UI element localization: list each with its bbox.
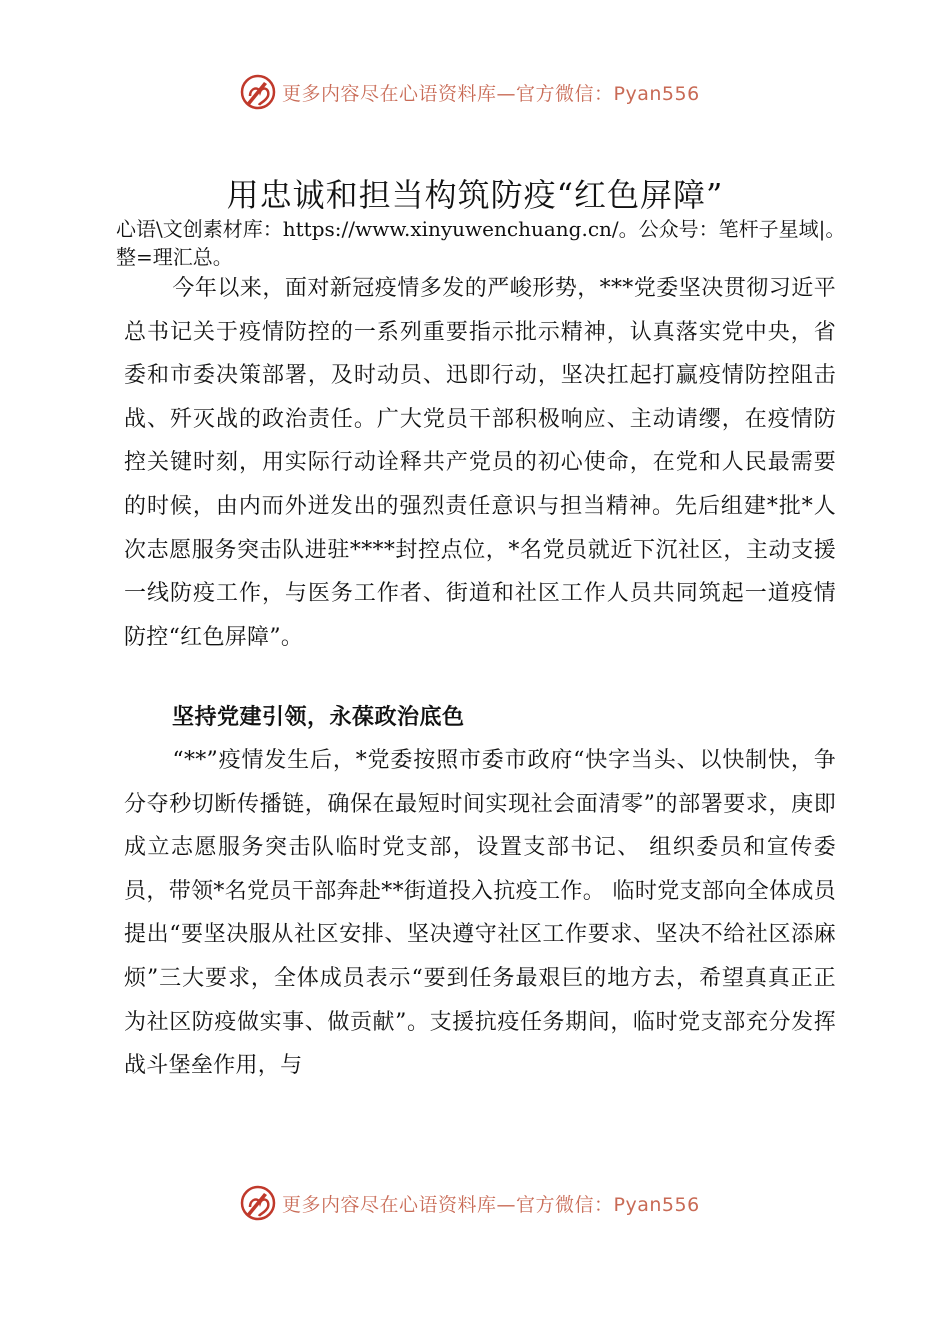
header-banner: [240, 72, 760, 112]
banner-text: 更多内容尽在心语资料库—官方微信：Pyan556: [282, 82, 700, 105]
pen-heart-logo-icon: [240, 74, 276, 110]
footer-banner: [240, 1183, 760, 1223]
banner-text: 更多内容尽在心语资料库—官方微信：Pyan556: [282, 1193, 700, 1216]
pen-heart-logo-icon: [240, 1185, 276, 1221]
source-line: 心语\文创素材库：https://www.xinyuwenchuang.cn/。公众号：笔杆子星域|。整=理汇总。: [116, 217, 846, 269]
document-title: 用忠诚和担当构筑防疫“红色屏障”: [226, 176, 724, 214]
body-paragraph-2: “**”疫情发生后，*党委按照市委市政府“快字当头、以快制快，争分夺秒切断传播链，确保在最短时间实现社会面清零”的部署要求，庚即成立志愿服务突击队临时党支部，设置支部书记、 组织委员和宣传委员，带领*名党员干部奔赴**街道投入抗疫工作。 临时党支部向全体成员提出“要坚决服从社区安排、坚决遵守社区工作要求、坚决不给社区添麻烦”三大要求，全体成员表示“要到任务最艰巨的地方去，希望真真正正为社区防疫做实事、做贡献”。支援抗疫任务期间，临时党支部充分发挥战斗堡垒作用，与: [124, 748, 836, 1079]
section-heading-1: 坚持党建引领，永葆政治底色: [172, 705, 465, 730]
body-paragraph-1: 今年以来，面对新冠疫情多发的严峻形势，***党委坚决贯彻习近平总书记关于疫情防控的一系列重要指示批示精神，认真落实党中央，省委和市委决策部署，及时动员、迅即行动，坚决扛起打赢疫情防控阻击战、歼灭战的政治责任。广大党员干部积极响应、主动请缨，在疫情防控关键时刻，用实际行动诠释共产党员的初心使命，在党和人民最需要的时候，由内而外迸发出的强烈责任意识与担当精神。先后组建*批*人次志愿服务突击队进驻****封控点位，*名党员就近下沉社区，主动支援一线防疫工作，与医务工作者、街道和社区工作人员共同筑起一道疫情防控“红色屏障”。: [124, 276, 836, 650]
